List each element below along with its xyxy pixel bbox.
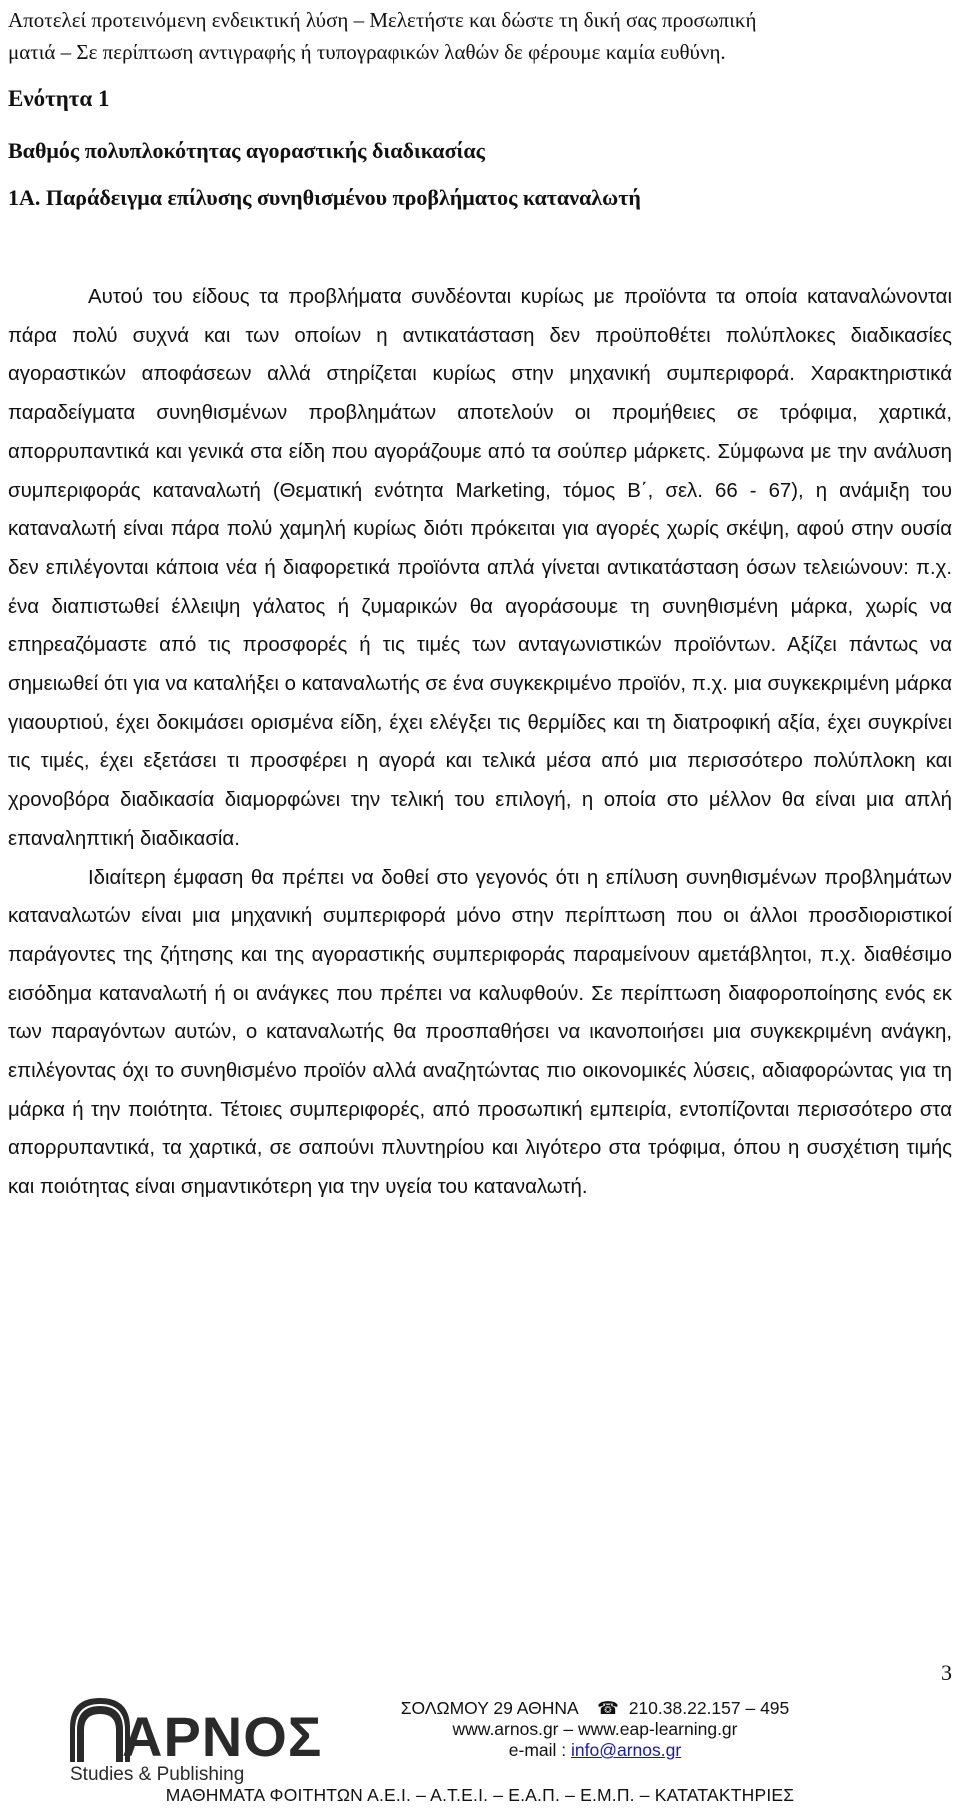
footer-contact (360, 1698, 830, 1761)
footer-bottom-line: ΜΑΘΗΜΑΤΑ ΦΟΙΤΗΤΩΝ Α.Ε.Ι. – Α.Τ.Ε.Ι. – Ε.Α.Π. – Ε.Μ.Π. – ΚΑΤΑΤΑΚΤΗΡΙΕΣ (165, 1785, 795, 1805)
disclaimer (8, 4, 948, 68)
body-text (8, 278, 952, 1207)
example-title: 1Α. Παράδειγμα επίλυσης συνηθισμένου προβλήματος καταναλωτή (8, 185, 641, 210)
footer-websites[interactable]: www.arnos.gr – www.eap-learning.gr (452, 1719, 738, 1739)
subsection-title: Βαθμός πολυπλοκότητας αγοραστικής διαδικασίας (8, 138, 485, 163)
disclaimer-line: Αποτελεί προτεινόμενη ενδεικτική λύση – Μελετήστε και δώστε τη δική σας προσωπική (8, 8, 757, 32)
paragraph: Αυτού του είδους τα προβλήματα συνδέονται κυρίως με προϊόντα τα οποία καταναλώνονται πάρα πολύ συχνά και των οποίων η αντικατάσταση δεν προϋποθέτει πολύπλοκες διαδικασίες αγοραστικών αποφάσεων αλλά στηρίζεται κυρίως στην μηχανική συμπεριφορά. Χαρακτηριστικά παραδείγματα συνηθισμένων προβλημάτων αποτελούν οι προμήθειες σε τρόφιμα, χαρτικά, απορρυπαντικά και γενικά στα είδη που αγοράζουμε από τα σούπερ μάρκετς. Σύμφωνα με την ανάλυση συμπεριφοράς καταναλωτή (Θεματική ενότητα Marketing, τόμος Β΄, σελ. 66 - 67), η ανάμιξη του καταναλωτή είναι πάρα πολύ χαμηλή κυρίως διότι πρόκειται για αγορές χωρίς σκέψη, αφού στην ουσία δεν επιλέγονται κάποια νέα ή διαφορετικά προϊόντα απλά γίνεται αντικατάσταση όσων τελειώνουν: π.χ. ένα διαπιστωθεί έλλειψη γάλατος ή ζυμαρικών θα αγοράσουμε τη συνηθισμένη μάρκα, χωρίς να επηρεαζόμαστε από τις προσφορές ή τις τιμές των ανταγωνιστικών προϊόντων. Αξίζει πάντως να σημειωθεί ότι για να καταλήξει ο καταναλωτής σε ένα συγκεκριμένο προϊόν, π.χ. μια συγκεκριμένη μάρκα γιαουρτιού, έχει δοκιμάσει ορισμένα είδη, έχει ελέγξει τις θερμίδες και τη διατροφική αξία, έχει συγκρίνει τις τιμές, έχει εξετάσει τι προσφέρει η αγορά και τελικά μέσα από μια περισσότερο πολύπλοκη και χρονοβόρα διαδικασία διαμορφώνει την τελική του επιλογή, η οποία στο μέλλον θα είναι μια απλή επαναληπτική διαδικασία. (8, 286, 952, 850)
arnos-logo (62, 1690, 342, 1785)
section-title: Ενότητα 1 (8, 86, 110, 111)
logo-tagline: Studies & Publishing (70, 1764, 245, 1785)
footer-phone: 210.38.22.157 – 495 (628, 1698, 790, 1718)
logo-arch-icon (70, 1698, 130, 1762)
phone-icon: ☎ (582, 1698, 624, 1718)
footer-email-label: e-mail : (508, 1740, 572, 1760)
page-number: 3 (941, 1660, 952, 1685)
footer-address: ΣΟΛΩΜΟΥ 29 ΑΘΗΝΑ (400, 1698, 578, 1718)
logo-wordmark: ΑΡΝΟΣ (122, 1705, 323, 1768)
footer-email-link[interactable]: info@arnos.gr (571, 1740, 682, 1760)
disclaimer-line: ματιά – Σε περίπτωση αντιγραφής ή τυπογραφικών λαθών δε φέρουμε καμία ευθύνη. (8, 40, 726, 64)
paragraph: Ιδιαίτερη έμφαση θα πρέπει να δοθεί στο γεγονός ότι η επίλυση συνηθισμένων προβλημάτων καταναλωτών είναι μια μηχανική συμπεριφορά μόνο στην περίπτωση που οι άλλοι προσδιοριστικοί παράγοντες της ζήτησης και της αγοραστικής συμπεριφοράς παραμείνουν αμετάβλητοι, π.χ. διαθέσιμο εισόδημα καταναλωτή ή οι ανάγκες που πρέπει να καλυφθούν. Σε περίπτωση διαφοροποίησης ενός εκ των παραγόντων αυτών, ο καταναλωτής θα προσπαθήσει να ικανοποιήσει μια συγκεκριμένη ανάγκη, επιλέγοντας όχι το συνηθισμένο προϊόν αλλά αναζητώντας πιο οικονομικές λύσεις, αδιαφορώντας για τη μάρκα ή την ποιότητα. Τέτοιες συμπεριφορές, από προσωπική εμπειρία, εντοπίζονται περισσότερο στα απορρυπαντικά, τα χαρτικά, σε σαπούνι πλυντηρίου και λιγότερο στα τρόφιμα, όπου η συσχέτιση τιμής και ποιότητας είναι σημαντικότερη για την υγεία του καταναλωτή. (8, 866, 952, 1199)
